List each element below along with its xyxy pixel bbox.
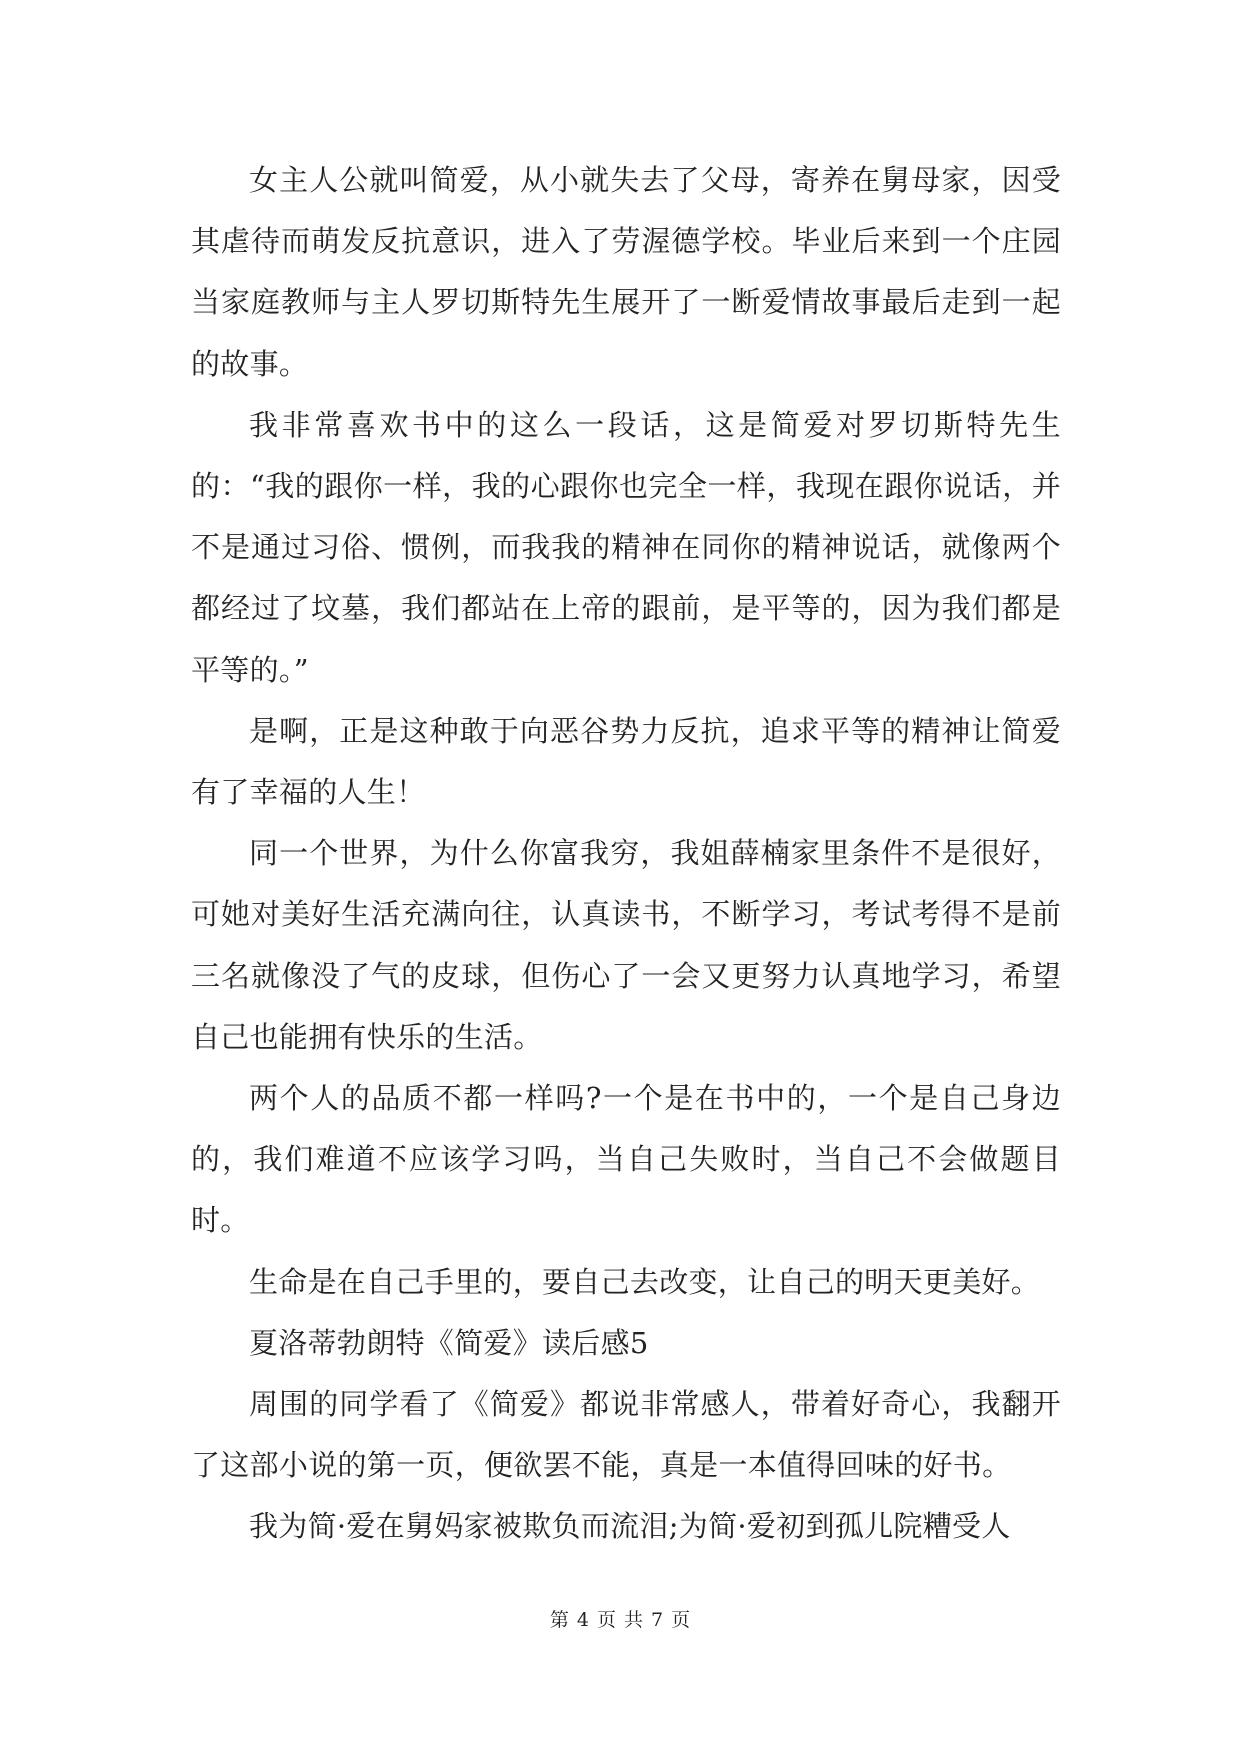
paragraph-7: 周围的同学看了《简爱》都说非常感人，带着好奇心，我翻开了这部小说的第一页，便欲罢不能，真是一本值得回味的好书。: [191, 1387, 1061, 1483]
paragraph-6: 生命是在自己手里的，要自己去改变，让自己的明天更美好。: [249, 1264, 1041, 1299]
paragraph-3: 是啊，正是这种敢于向恶谷势力反抗，追求平等的精神让简爱有了幸福的人生！: [191, 713, 1061, 810]
paragraph-4: 同一个世界，为什么你富我穷，我姐薛楠家里条件不是很好，可她对美好生活充满向往，认真读书，不断学习，考试考得不是前三名就像没了气的皮球，但伤心了一会又更努力认真地学习，希望自己也能拥有快乐的生活。: [191, 836, 1061, 1054]
paragraph-5: 两个人的品质不都一样吗?一个是在书中的，一个是自己身边的，我们难道不应该学习吗，当自己失败时，当自己不会做题目时。: [191, 1081, 1061, 1238]
paragraph-1: 女主人公就叫简爱，从小就失去了父母，寄养在舅母家，因受其虐待而萌发反抗意识，进入了劳渥德学校。毕业后来到一个庄园当家庭教师与主人罗切斯特先生展开了一断爱情故事最后走到一起的故事。: [191, 163, 1061, 381]
paragraph-2: 我非常喜欢书中的这么一段话，这是简爱对罗切斯特先生的：“我的跟你一样，我的心跟你也完全一样，我现在跟你说话，并不是通过习俗、惯例，而我我的精神在同你的精神说话，就像两个都经过了坟墓，我们都站在上帝的跟前，是平等的，因为我们都是平等的。”: [191, 407, 1061, 687]
paragraph-8: 我为简·爱在舅妈家被欺负而流泪;为简·爱初到孤儿院糟受人: [249, 1509, 1011, 1544]
section-heading: 夏洛蒂勃朗特《简爱》读后感5: [249, 1325, 649, 1360]
page-number-footer: 第 4 页 共 7 页: [549, 1609, 692, 1631]
body-text: [191, 150, 1061, 1558]
